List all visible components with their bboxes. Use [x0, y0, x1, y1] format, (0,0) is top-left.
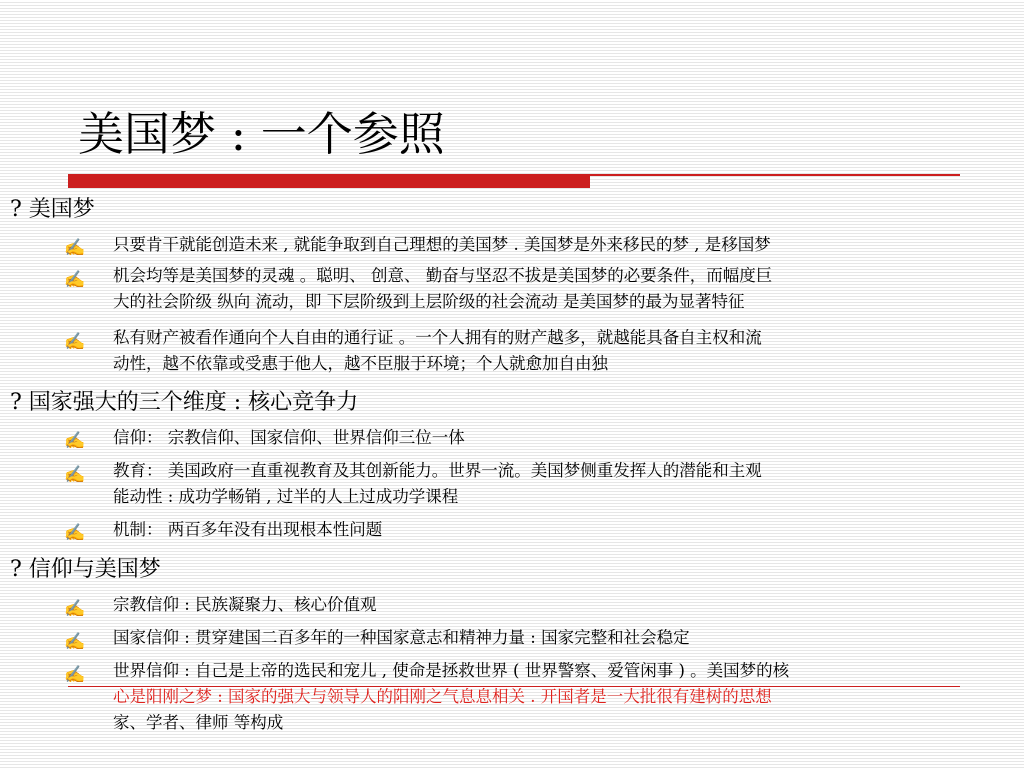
bullet-line: 信仰： 宗教信仰、国家信仰、世界信仰三位一体	[113, 428, 465, 447]
bullet-item	[113, 625, 973, 651]
writing-hand-icon: ✍	[64, 332, 86, 352]
writing-hand-icon: ✍	[64, 632, 86, 652]
title-underline	[68, 174, 960, 188]
writing-hand-icon: ✍	[64, 465, 86, 485]
bullet-line: 动性，越不依靠或受惠于他人，越不臣服于环境；个人就愈加自由独	[113, 354, 608, 373]
title-underline-line	[68, 174, 960, 176]
section-heading-national-strength: ? 国家强大的三个维度 : 核心竞争力	[10, 390, 359, 415]
writing-hand-icon: ✍	[64, 665, 86, 685]
section-heading-american-dream: ? 美国梦	[10, 197, 95, 222]
bullet-item	[113, 325, 973, 377]
writing-hand-icon: ✍	[64, 599, 86, 619]
bullet-line: 机制： 两百多年没有出现根本性问题	[113, 520, 383, 539]
bullet-line: 家、学者、律师 等构成	[113, 713, 284, 732]
bullet-line: 只要肯干就能创造未来 , 就能争取到自己理想的美国梦 . 美国梦是外来移民的梦 , 是移国梦	[113, 235, 771, 254]
bullet-line: 宗教信仰 : 民族凝聚力、核心价值观	[113, 595, 377, 614]
bullet-line-highlighted: 心是阳刚之梦 : 国家的强大与领导人的阳刚之气息息相关 . 开国者是一大批很有建树的思想	[113, 687, 772, 706]
strikethrough-line	[68, 686, 960, 687]
bullet-line: 机会均等是美国梦的灵魂 。聪明、 创意、 勤奋与坚忍不拔是美国梦的必要条件，而幅度巨	[113, 266, 773, 285]
bullet-line: 私有财产被看作通向个人自由的通行证 。一个人拥有的财产越多，就越能具备自主权和流	[113, 328, 762, 347]
slide-title: 美国梦 : 一个参照	[78, 107, 445, 161]
bullet-line: 世界信仰 : 自己是上帝的选民和宠儿 , 使命是拯救世界 ( 世界警察、爱管闲事 ) 。美国梦的核	[113, 661, 790, 680]
title-underline-bar	[68, 174, 590, 188]
bullet-line: 能动性 : 成功学畅销 , 过半的人上过成功学课程	[113, 487, 459, 506]
bullet-line: 大的社会阶级 纵向 流动，即 下层阶级到上层阶级的社会流动 是美国梦的最为显著特征	[113, 292, 745, 311]
bullet-item	[113, 517, 973, 543]
bullet-line: 教育： 美国政府一直重视教育及其创新能力。世界一流。美国梦侧重发挥人的潜能和主观	[113, 461, 762, 480]
bullet-item	[113, 592, 973, 618]
writing-hand-icon: ✍	[64, 270, 86, 290]
bullet-item	[113, 425, 973, 451]
bullet-item	[113, 658, 973, 736]
bullet-line: 国家信仰 : 贯穿建国二百多年的一种国家意志和精神力量 : 国家完整和社会稳定	[113, 628, 690, 647]
section-heading-faith-and-dream: ? 信仰与美国梦	[10, 557, 161, 582]
bullet-item	[113, 263, 973, 315]
bullet-item	[113, 232, 973, 258]
writing-hand-icon: ✍	[64, 238, 86, 258]
writing-hand-icon: ✍	[64, 431, 86, 451]
writing-hand-icon: ✍	[64, 523, 86, 543]
bullet-item	[113, 458, 973, 510]
